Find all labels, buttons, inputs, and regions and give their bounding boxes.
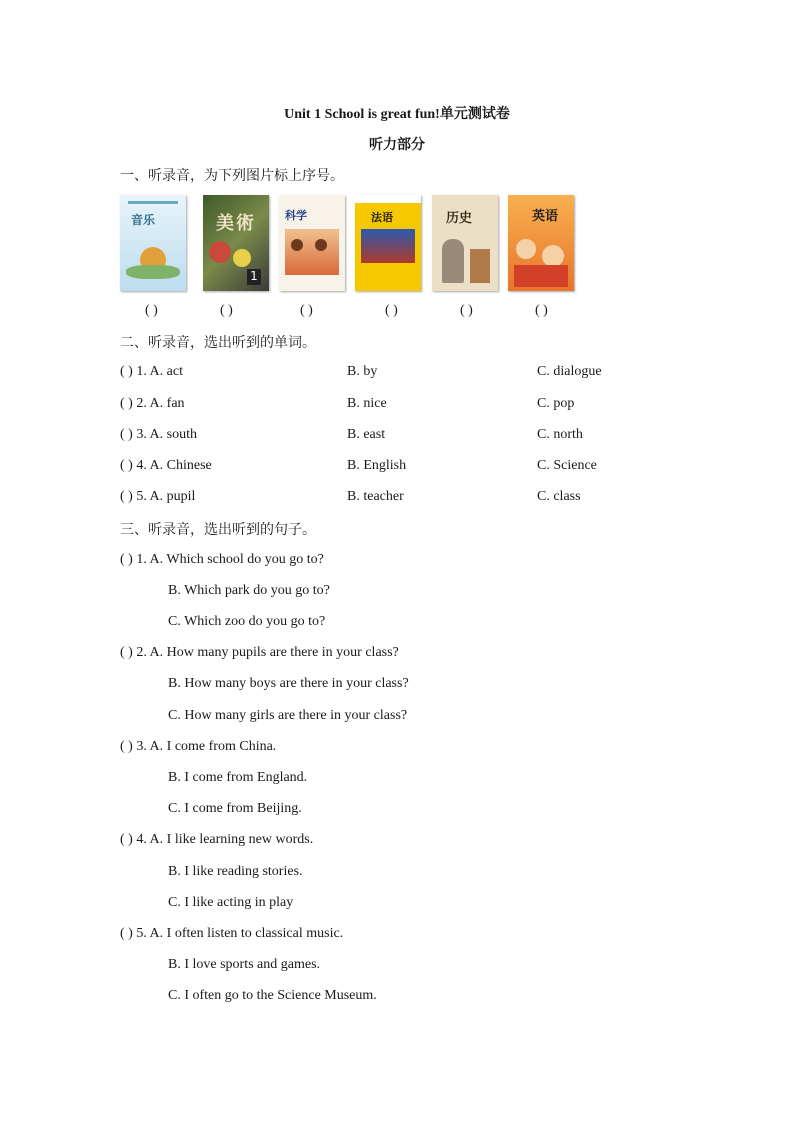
sentence-option-b: B. I come from England. [168,770,308,785]
word-option-c: C. Science [537,458,597,473]
word-option-c: C. class [537,489,581,504]
answer-blank[interactable]: ( ) [460,303,473,318]
sentence-option-c: C. I often go to the Science Museum. [168,988,377,1003]
music-book-cover [120,195,186,291]
word-question-4: ( ) 4. A. Chinese [120,458,212,473]
word-question-3: ( ) 3. A. south [120,427,197,442]
word-option-b: B. by [347,364,378,379]
word-question-2: ( ) 2. A. fan [120,396,185,411]
book-cover-row [120,195,590,295]
science-book-title: 科学 [285,209,307,222]
word-option-c: C. north [537,427,583,442]
section3-heading: 三、听录音，选出听到的句子。 [120,523,316,538]
music-book-title: 音乐 [130,213,155,227]
sentence-option-c: C. I like acting in play [168,895,294,910]
word-question-1: ( ) 1. A. act [120,364,183,379]
word-option-b: B. English [347,458,407,473]
section1-heading: 一、听录音，为下列图片标上序号。 [120,169,344,184]
sentence-question-1: ( ) 1. A. Which school do you go to? [120,552,324,567]
page-subtitle: 听力部分 [369,138,425,153]
english-book-title: 英语 [531,209,558,224]
sentence-option-b: B. How many boys are there in your class? [168,676,409,691]
sentence-option-c: C. How many girls are there in your class? [168,708,408,723]
section2-heading: 二、听录音，选出听到的单词。 [120,336,316,351]
science-book-cover [279,195,345,291]
art-book-title: 美術 [216,213,256,234]
history-book-cover [432,195,498,291]
sentence-question-2: ( ) 2. A. How many pupils are there in your class? [120,645,399,660]
word-option-b: B. nice [347,396,387,411]
sentence-option-b: B. Which park do you go to? [168,583,330,598]
word-option-b: B. east [347,427,386,442]
sentence-option-c: C. Which zoo do you go to? [168,614,326,629]
answer-blank[interactable]: ( ) [535,303,548,318]
sentence-option-b: B. I like reading stories. [168,864,303,879]
word-question-5: ( ) 5. A. pupil [120,489,196,504]
sentence-option-b: B. I love sports and games. [168,957,321,972]
english-book-cover [508,195,574,291]
word-option-b: B. teacher [347,489,404,504]
answer-blank[interactable]: ( ) [145,303,158,318]
page-title: Unit 1 School is great fun!单元测试卷 [284,107,510,122]
sentence-question-5: ( ) 5. A. I often listen to classical music. [120,926,344,941]
art-book-cover: 美術 1 [203,195,269,291]
sentence-option-c: C. I come from Beijing. [168,801,302,816]
sentence-question-3: ( ) 3. A. I come from China. [120,739,277,754]
answer-blank[interactable]: ( ) [385,303,398,318]
history-book-title: 历史 [445,211,472,226]
french-book-title: 法语 [371,211,393,224]
sentence-question-4: ( ) 4. A. I like learning new words. [120,832,314,847]
answer-blank[interactable]: ( ) [300,303,313,318]
word-option-c: C. dialogue [537,364,602,379]
word-option-c: C. pop [537,396,575,411]
french-book-cover [355,195,421,291]
answer-blank[interactable]: ( ) [220,303,233,318]
